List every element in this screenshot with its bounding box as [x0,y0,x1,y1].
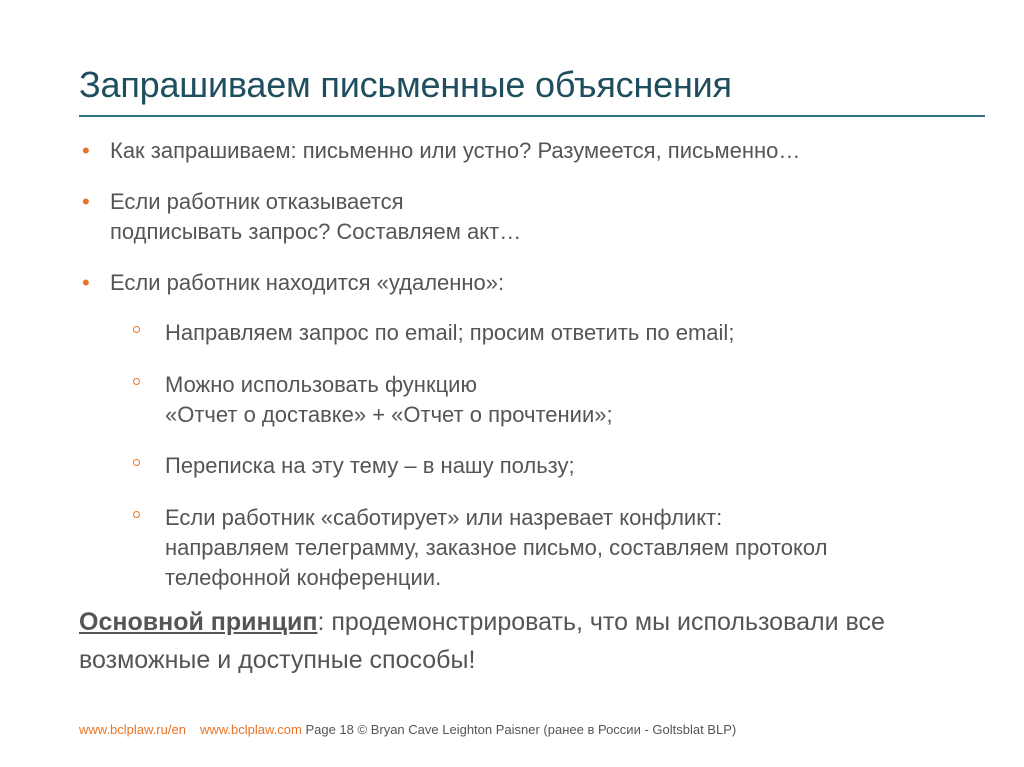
bullet-text: Если работник отказывается подписывать запрос? Составляем акт… [110,189,522,244]
bullet-item [82,268,505,298]
sub-bullet-item [165,451,575,481]
bullet-dot-icon: • [82,270,90,295]
footer-link-ru[interactable]: www.bclplaw.ru/en [79,722,186,737]
principle-statement [79,603,979,679]
slide-title: Запрашиваем письменные объяснения [79,64,732,105]
bullet-text: Как запрашиваем: письменно или устно? Разумеется, письменно… [110,138,801,163]
title-divider [79,115,985,117]
bullet-dot-icon: • [82,138,90,163]
page-number: Page 18 [305,722,354,737]
circle-bullet-icon [133,511,140,518]
bullet-item [82,136,801,166]
bullet-dot-icon: • [82,189,90,214]
circle-bullet-icon [133,378,140,385]
sub-bullet-item [165,318,734,348]
sub-bullet-text: Если работник «саботирует» или назревает конфликт: направляем телеграмму, заказное письмо, составляем протокол телефонной конференции. [165,505,828,590]
sub-bullet-text: Переписка на эту тему – в нашу пользу; [165,453,575,478]
sub-bullet-text: Можно использовать функцию «Отчет о доставке» + «Отчет о прочтении»; [165,372,613,427]
sub-bullet-item [165,370,613,430]
principle-text: : продемонстрировать, что мы использовали все возможные и доступные способы! [79,608,885,674]
footer-link-com[interactable]: www.bclplaw.com [199,722,302,737]
footer [79,722,736,737]
circle-bullet-icon [133,326,140,333]
circle-bullet-icon [133,459,140,466]
sub-bullet-text: Направляем запрос по email; просим ответить по email; [165,320,735,345]
bullet-text: Если работник находится «удаленно»: [110,270,505,295]
sub-bullet-item [165,503,827,593]
bullet-item [82,187,522,247]
principle-key: Основной принцип [79,608,318,636]
copyright: © Bryan Cave Leighton Paisner (ранее в России - Goltsblat BLP) [357,722,737,737]
